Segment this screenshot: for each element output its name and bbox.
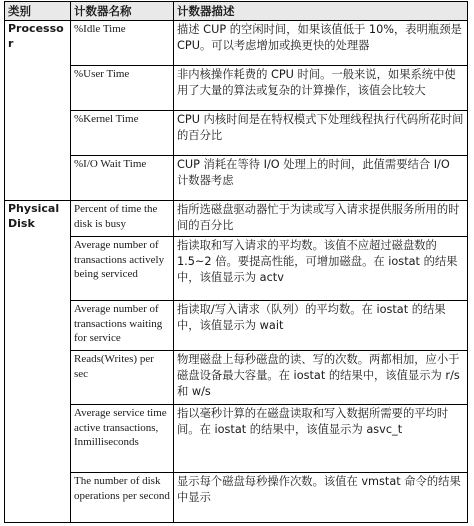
counter-description: CUP 消耗在等待 I/O 处理上的时间，此值需要结合 I/O 计数器考虑 — [174, 156, 468, 201]
category-cell-empty — [5, 111, 71, 156]
counter-name: Reads(Writes) per sec — [71, 351, 174, 405]
table-row — [5, 405, 468, 473]
category-cell-empty — [5, 473, 71, 523]
table-row — [5, 66, 468, 111]
counter-description: 指读取和写入请求的平均数。该值不应超过磁盘数的 1.5~2 倍。要提高性能，可增加磁盘。在 iostat 的结果中，该值显示为 actv — [174, 237, 468, 301]
counter-description: CPU 内核时间是在特权模式下处理线程执行代码所花时间的百分比 — [174, 111, 468, 156]
category-cell-empty — [5, 405, 71, 473]
category-cell-empty — [5, 156, 71, 201]
category-cell-empty — [5, 351, 71, 405]
counter-description: 描述 CUP 的空闲时间，如果该值低于 10%，表明瓶颈是CPU。可以考虑增加或换更快的处理器 — [174, 21, 468, 66]
counter-description: 指以毫秒计算的在磁盘读取和写入数据所需要的平均时间。在 iostat 的结果中，该值显示为 asvc_t — [174, 405, 468, 473]
table-row — [5, 473, 468, 523]
counter-name: %I/O Wait Time — [71, 156, 174, 201]
category-processor: Processor — [5, 21, 71, 66]
category-cell-empty — [5, 301, 71, 351]
header-category: 类别 — [5, 2, 71, 21]
counter-description: 显示每个磁盘每秒操作次数。该值在 vmstat 命令的结果中显示 — [174, 473, 468, 523]
counter-table — [4, 1, 468, 523]
category-cell-empty — [5, 66, 71, 111]
table-row — [5, 351, 468, 405]
table-row — [5, 301, 468, 351]
counter-description: 指读取/写入请求（队列）的平均数。在 iostat 的结果中，该值显示为 wait — [174, 301, 468, 351]
category-physical-disk: Physical Disk — [5, 201, 71, 237]
counter-description: 物理磁盘上每秒磁盘的读、写的次数。两都相加，应小于磁盘设备最大容量。在 iostat 的结果中，该值显示为 r/s 和 w/s — [174, 351, 468, 405]
table-row — [5, 237, 468, 301]
counter-description: 非内核操作耗费的 CPU 时间。一般来说，如果系统中使用了大量的算法或复杂的计算操作，该值会比较大 — [174, 66, 468, 111]
table-row — [5, 156, 468, 201]
counter-name: Percent of time the disk is busy — [71, 201, 174, 237]
table-row — [5, 201, 468, 237]
counter-name: %User Time — [71, 66, 174, 111]
header-counter-description: 计数器描述 — [174, 2, 468, 21]
counter-name: Average number of transactions actively being serviced — [71, 237, 174, 301]
counter-name: Average service time active transactions, Inmilliseconds — [71, 405, 174, 473]
table-row — [5, 111, 468, 156]
category-cell-empty — [5, 237, 71, 301]
counter-description: 指所选磁盘驱动器忙于为读或写入请求提供服务所用的时间的百分比 — [174, 201, 468, 237]
header-counter-name: 计数器名称 — [71, 2, 174, 21]
header-row — [5, 2, 468, 21]
counter-name: %Kernel Time — [71, 111, 174, 156]
counter-name: Average number of transactions waiting for service — [71, 301, 174, 351]
counter-name: The number of disk operations per second — [71, 473, 174, 523]
counter-name: %Idle Time — [71, 21, 174, 66]
table-row — [5, 21, 468, 66]
